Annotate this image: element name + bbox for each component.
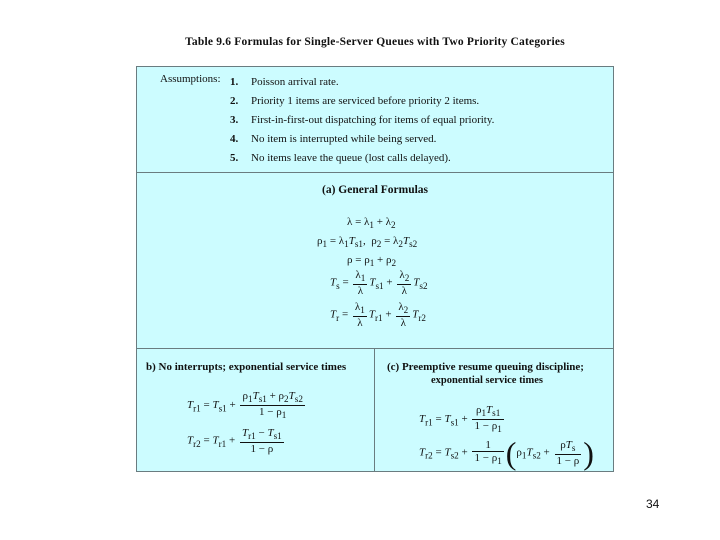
general-formulas-heading: (a) General Formulas xyxy=(322,184,429,196)
table-caption: Table 9.6 Formulas for Single-Server Queues with Two Priority Categories xyxy=(185,36,565,48)
assumptions-label: Assumptions: xyxy=(160,73,221,85)
formula-rho: $\rho = \rho_1 + \rho_2$ xyxy=(347,254,397,269)
assumption-item: 4. No item is interrupted while being served. xyxy=(230,133,437,145)
formula-b-tr2: $T_{r2} = T_{r1}$ + $\frac{T_{r1} - T_{s1}}{1 - \rho}$ xyxy=(187,427,282,456)
assumptions-list xyxy=(230,73,494,168)
formula-c-tr2: $T_{r2} = T_{s2}$ + $\frac{1}{1 - \rho_1}$ ($\rho_1T_{s2}$ + $\frac{\rho T_s}{1 - \rho}$ ) xyxy=(419,435,594,471)
assumption-item: 3. First-in-first-out dispatching for items of equal priority. xyxy=(230,114,495,126)
formula-lambda: $\lambda = \lambda_1 + \lambda_2$ xyxy=(347,216,396,231)
formula-c-tr1: $T_{r1} = T_{s1}$ + $\frac{\rho_1T_{s1}}{1 - \rho_1}$ xyxy=(419,404,502,435)
assumption-item: 5. No items leave the queue (lost calls delayed). xyxy=(230,152,451,164)
formula-b-tr1: $T_{r1} = T_{s1}$ + $\frac{\rho_1T_{s1} + \rho_2T_{s2}}{1 - \rho_1}$ xyxy=(187,390,303,421)
preemptive-subheading: exponential service times xyxy=(431,375,543,386)
divider xyxy=(374,348,375,471)
formula-rho-components: $\rho_1 = \lambda_1T_{s1}$, $\rho_2 = \lambda_2T_{s2}$ xyxy=(317,235,418,250)
formula-ts: $T_s$ = $\frac{\lambda_1}{\lambda}$ $T_{s1}$ + $\frac{\lambda_2}{\lambda}$ $T_{s2}$ xyxy=(330,269,428,298)
no-interrupts-heading: b) No interrupts; exponential service times xyxy=(146,361,347,373)
divider xyxy=(137,172,613,173)
formula-table xyxy=(136,66,614,472)
preemptive-heading: (c) Preemptive resume queuing discipline; xyxy=(387,361,584,373)
page-number: 34 xyxy=(646,497,660,511)
assumption-item: 2. Priority 1 items are serviced before priority 2 items. xyxy=(230,95,480,107)
assumption-item: 1. Poisson arrival rate. xyxy=(230,76,339,88)
divider xyxy=(137,348,613,349)
formula-tr: $T_r$ = $\frac{\lambda_1}{\lambda}$ $T_{r1}$ + $\frac{\lambda_2}{\lambda}$ $T_{r2}$ xyxy=(330,301,426,330)
